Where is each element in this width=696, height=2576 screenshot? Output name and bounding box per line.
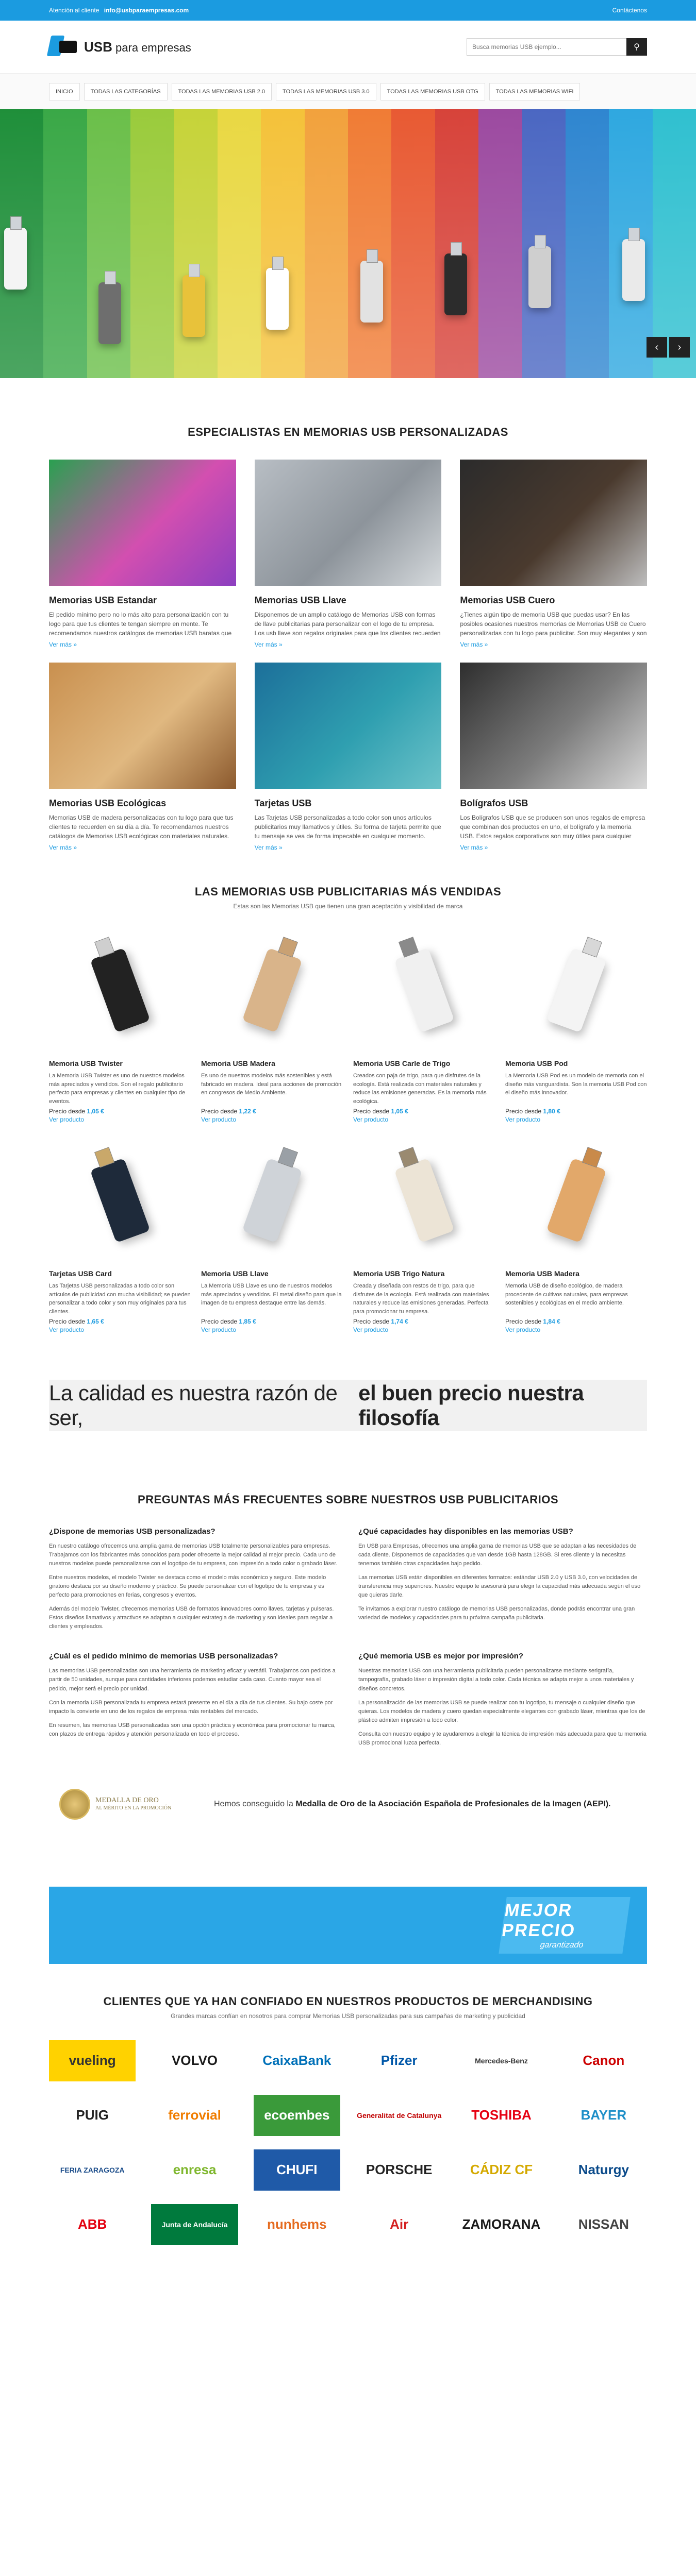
client-logo: Junta de Andalucía xyxy=(151,2204,238,2245)
products-title: LAS MEMORIAS USB PUBLICITARIAS MÁS VENDIDAS xyxy=(194,885,502,898)
usb-drive-icon xyxy=(4,228,27,290)
category-card xyxy=(49,460,236,648)
client-logo: NISSAN xyxy=(560,2204,647,2245)
contact-email-link[interactable]: info@usbparaempresas.com xyxy=(104,7,189,14)
client-logo: VOLVO xyxy=(151,2040,238,2081)
product-price xyxy=(201,1318,343,1325)
clients-section xyxy=(49,1964,647,2245)
client-logo: ecoembes xyxy=(254,2095,340,2136)
product-card xyxy=(201,1139,343,1333)
category-description: Disponemos de un amplio catálogo de Memorias USB con formas de llave publicitarias para personalizar con el logo de tu empresa. Los usb llave son regalos originales para que los clientes recuerden xyxy=(254,611,441,637)
client-logo: PUIG xyxy=(49,2095,136,2136)
price-label: Precio desde xyxy=(49,1108,86,1115)
product-card xyxy=(49,1139,191,1333)
slogan-part2: el buen precio nuestra filosofía xyxy=(358,1381,584,1430)
product-image[interactable] xyxy=(353,1139,495,1262)
hero-stripe xyxy=(566,109,609,378)
chevron-left-icon[interactable]: ‹ xyxy=(647,337,667,358)
product-more-link[interactable]: Ver producto xyxy=(49,1116,85,1123)
categories-section xyxy=(49,378,647,851)
client-logo: FERIA ZARAGOZA xyxy=(49,2149,136,2191)
product-more-link[interactable]: Ver producto xyxy=(201,1326,237,1333)
category-image[interactable] xyxy=(49,663,236,789)
category-more-link[interactable]: Ver más » xyxy=(460,844,488,851)
faq-answer-paragraph: En USB para Empresas, ofrecemos una amplia gama de memorias USB que se adaptan a las necesidades de cada cliente. Disponemos de capacidades que van desde 1GB hasta 128GB. Si eres cliente y la necesitas tenemos también otras capacidades bajo pedido. xyxy=(358,1543,637,1567)
category-more-link[interactable]: Ver más » xyxy=(49,844,77,851)
product-price xyxy=(353,1318,495,1325)
category-card xyxy=(460,663,647,851)
product-price xyxy=(353,1108,495,1115)
contact-us-link[interactable]: Contáctenos xyxy=(612,7,647,14)
medal-icon xyxy=(59,1789,90,1820)
category-title[interactable]: Memorias USB Cuero xyxy=(460,595,555,605)
product-more-link[interactable]: Ver producto xyxy=(201,1116,237,1123)
category-image[interactable] xyxy=(460,663,647,789)
usb-drive-icon xyxy=(183,275,205,337)
hero-stripe xyxy=(218,109,261,378)
price-label: Precio desde xyxy=(201,1318,238,1325)
price-value: 1,22 € xyxy=(239,1108,256,1115)
category-description: Los Bolígrafos USB que se producen son unos regalos de empresa que combinan dos productos en uno, el bolígrafo y la memoria USB. Estos regalos corporativos son muy útiles para cualquier xyxy=(460,814,645,840)
product-image[interactable] xyxy=(201,928,343,1052)
price-label: Precio desde xyxy=(353,1318,390,1325)
medal-section xyxy=(49,1753,647,1825)
product-description: La Memoria USB Twister es uno de nuestros modelos más apreciados y vendidos. Son el regalo publicitario perfecto para empresas y clientes en cualquier tipo de eventos. xyxy=(49,1073,186,1105)
medal-message xyxy=(214,1800,610,1809)
product-description: Es uno de nuestros modelos más sostenibles y está fabricado en madera. Ideal para acciones de promoción en congresos de Medio Ambiente. xyxy=(201,1073,342,1096)
price-value: 1,05 € xyxy=(87,1108,104,1115)
price-label: Precio desde xyxy=(505,1108,542,1115)
client-logo: Air xyxy=(356,2204,442,2245)
faq-answer-paragraph: Te invitamos a explorar nuestro catálogo de memorias USB personalizadas, donde podrás encontrar una gran variedad de modelos y capacidades para tu próxima campaña publicitaria. xyxy=(358,1606,635,1621)
product-more-link[interactable]: Ver producto xyxy=(49,1326,85,1333)
client-logo: CÁDIZ CF xyxy=(458,2149,544,2191)
product-description: Memoria USB de diseño ecológico, de madera procedente de cultivos naturales, para empresas sostenibles y ecológicas en el medio ambiente. xyxy=(505,1283,628,1306)
faq-title: PREGUNTAS MÁS FRECUENTES SOBRE NUESTROS USB PUBLICITARIOS xyxy=(137,1493,559,1506)
faq-answer-paragraph: Las memorias USB personalizadas son una herramienta de marketing eficaz y versátil. Trabajamos con pedidos a partir de 50 unidades, aunque para cantidades inferiores podemos estudiar cada caso. Cuanto mayor sea el pedido, mejor será el precio por unidad. xyxy=(49,1668,336,1692)
client-logo: PORSCHE xyxy=(356,2149,442,2191)
product-title[interactable]: Memoria USB Madera xyxy=(201,1059,275,1067)
top-bar xyxy=(0,0,696,21)
product-more-link[interactable]: Ver producto xyxy=(353,1326,389,1333)
usb-connector xyxy=(277,1147,297,1167)
price-value: 1,65 € xyxy=(87,1318,104,1325)
products-subtitle: Estas son las Memorias USB que tienen una gran aceptación y visibilidad de marca xyxy=(233,903,463,910)
hero-slider xyxy=(0,109,696,378)
nav-item-categorias[interactable]: TODAS LAS CATEGORÍAS xyxy=(84,83,168,100)
nav-item-usb-30[interactable]: TODAS LAS MEMORIAS USB 3.0 xyxy=(276,83,376,100)
slider-controls xyxy=(647,337,690,358)
slogan-banner xyxy=(49,1380,647,1431)
product-description: La Memoria USB Llave es uno de nuestros modelos más apreciados y vendidos. El metal diseño para que la imagen de tu empresa destaque entre las demás. xyxy=(201,1283,342,1306)
usb-drive-icon xyxy=(528,246,551,308)
client-logo: enresa xyxy=(151,2149,238,2191)
contact-info xyxy=(49,7,189,14)
product-title[interactable]: Memoria USB Trigo Natura xyxy=(353,1269,445,1278)
category-more-link[interactable]: Ver más » xyxy=(254,641,283,648)
logo-bold: USB xyxy=(84,39,112,55)
category-title[interactable]: Bolígrafos USB xyxy=(460,798,528,808)
product-card xyxy=(353,928,495,1123)
hero-stripe xyxy=(305,109,348,378)
category-title[interactable]: Memorias USB Ecológicas xyxy=(49,798,167,808)
faq-question: ¿Qué capacidades hay disponibles en las memorias USB? xyxy=(358,1527,573,1536)
category-card xyxy=(49,663,236,851)
best-price-line2: garantizado xyxy=(539,1940,584,1950)
clients-grid xyxy=(49,2040,647,2245)
category-more-link[interactable]: Ver más » xyxy=(49,641,77,648)
usb-connector xyxy=(94,1147,114,1167)
product-price xyxy=(49,1318,191,1325)
nav-item-usb-otg[interactable]: TODAS LAS MEMORIAS USB OTG xyxy=(380,83,485,100)
usb-drive-icon xyxy=(546,1158,606,1243)
price-label: Precio desde xyxy=(49,1318,86,1325)
category-more-link[interactable]: Ver más » xyxy=(254,844,283,851)
logo-icon xyxy=(49,33,79,60)
faq-item xyxy=(358,1652,647,1752)
product-description: Creados con paja de trigo, para que disfrutes de la ecología. Está realizada con materiales naturales y reduce las emisiones generadas. Es la memoria más ecológica. xyxy=(353,1073,487,1105)
product-title[interactable]: Memoria USB Madera xyxy=(505,1269,579,1278)
usb-connector xyxy=(582,937,602,957)
category-card xyxy=(460,460,647,648)
usb-drive-icon xyxy=(394,948,454,1033)
client-logo: CaixaBank xyxy=(254,2040,340,2081)
clients-title: CLIENTES QUE YA HAN CONFIADO EN NUESTROS PRODUCTOS DE MERCHANDISING xyxy=(103,1994,593,2008)
product-card xyxy=(505,1139,647,1333)
category-title[interactable]: Memorias USB Estandar xyxy=(49,595,157,605)
usb-drive-icon xyxy=(242,948,302,1033)
usb-drive-icon xyxy=(360,261,383,323)
product-card xyxy=(49,928,191,1123)
category-card xyxy=(255,663,442,851)
slogan-section xyxy=(49,1333,647,1431)
price-value: 1,80 € xyxy=(543,1108,560,1115)
hero-stripe xyxy=(609,109,652,378)
product-title[interactable]: Memoria USB Twister xyxy=(49,1059,123,1067)
best-price-banner xyxy=(49,1887,647,1964)
best-price-tag xyxy=(499,1897,630,1954)
price-value: 1,84 € xyxy=(543,1318,560,1325)
client-logo: ABB xyxy=(49,2204,136,2245)
search-input[interactable] xyxy=(467,38,626,56)
product-title[interactable]: Memoria USB Carle de Trigo xyxy=(353,1059,451,1067)
category-image[interactable] xyxy=(49,460,236,586)
faq-item xyxy=(49,1652,338,1752)
header xyxy=(0,21,696,73)
category-description: El pedido mínimo pero no lo más alto para personalización con tu logo para que tus clientes te tengan siempre en mente. Te recomendamos nuestros catálogos de memorias USB baratas que xyxy=(49,611,232,637)
faq-item xyxy=(358,1527,647,1636)
faq-answer-paragraph: Además del modelo Twister, ofrecemos memorias USB de formatos innovadores como llaves, tarjetas y pulseras. Estos diseños llamativos y atractivos se adaptan a cualquier estrategia de marketing y son ideales para regalar a clientes y empleados. xyxy=(49,1606,334,1630)
hero-stripe xyxy=(0,109,43,378)
product-title[interactable]: Memoria USB Pod xyxy=(505,1059,568,1067)
faq-answer-paragraph: La personalización de las memorias USB se puede realizar con tu logotipo, tu mensaje o cualquier diseño que quieras. Los modelos de madera y cuero quedan especialmente elegantes con grabado láser, mientras que los de plástico admiten impresión a todo color. xyxy=(358,1699,645,1723)
product-card xyxy=(201,928,343,1123)
faq-answer-paragraph: Nuestras memorias USB con una herramienta publicitaria pueden personalizarse mediante serigrafía, tampografía, grabado láser o impresión digital a todo color. Cada técnica se adapta mejor a unos materiales y diseños concretos. xyxy=(358,1668,634,1692)
hero-stripe xyxy=(348,109,391,378)
faq-answer-paragraph: Las memorias USB están disponibles en diferentes formatos: estándar USB 2.0 y USB 3.0, con velocidades de transferencia muy superiores. Nuestro equipo te asesorará para elegir la capacidad más adecuada según el uso que quieras darle. xyxy=(358,1574,641,1599)
categories-grid xyxy=(49,460,647,851)
site-logo[interactable] xyxy=(49,33,191,60)
gold-medal-badge xyxy=(59,1784,183,1825)
faq-answer-paragraph: Entre nuestros modelos, el modelo Twister se destaca como el modelo más económico y seguro. Este modelo giratorio destaca por su diseño moderno y práctico. Se puede personalizar con el logotipo de tu empresa y es perfecto para promociones en ferias, congresos y eventos. xyxy=(49,1574,326,1599)
category-description: Las Tarjetas USB personalizadas a todo color son unos artículos publicitarios muy llamativos y útiles. Su forma de tarjeta permite que tu mensaje se vea de forma impecable en cualquier momento. xyxy=(254,814,441,840)
product-description: Las Tarjetas USB personalizadas a todo color son artículos de publicidad con mucha visibilidad; se pueden personalizar a todo color y son muy originales para tus clientes. xyxy=(49,1283,191,1315)
hero-stripe xyxy=(174,109,218,378)
chevron-right-icon[interactable]: › xyxy=(669,337,690,358)
product-price xyxy=(505,1108,647,1115)
category-description: Memorias USB de madera personalizadas con tu logo para que tus clientes te recuerden en su día a día. Te recomendamos nuestros catálogos de Memorias USB ecológicas con materiales naturales. xyxy=(49,814,234,840)
hero-stripe xyxy=(478,109,522,378)
contact-label: Atención al cliente xyxy=(49,7,100,14)
medal-line2: AL MÉRITO EN LA PROMOCIÓN xyxy=(95,1805,172,1811)
faq-answer-paragraph: En resumen, las memorias USB personalizadas son una opción práctica y económica para promocionar tu marca, con plazos de entrega rápidos y atención personalizada en todo el proceso. xyxy=(49,1722,336,1737)
price-value: 1,85 € xyxy=(239,1318,256,1325)
product-description: La Memoria USB Pod es un modelo de memoria con el diseño más vanguardista. Son la memoria USB Pod con el diseño más innovador. xyxy=(505,1073,647,1096)
usb-connector xyxy=(277,937,297,957)
best-price-line1: MEJOR PRECIO xyxy=(500,1900,577,1940)
usb-drive-icon xyxy=(90,1158,150,1243)
hero-stripe xyxy=(87,109,130,378)
client-logo: nunhems xyxy=(254,2204,340,2245)
medal-msg-prefix: Hemos conseguido la xyxy=(214,1799,293,1808)
price-label: Precio desde xyxy=(505,1318,542,1325)
nav-item-usb-wifi[interactable]: TODAS LAS MEMORIAS WIFI xyxy=(489,83,581,100)
faq-answer-paragraph: Con la memoria USB personalizada tu empresa estará presente en el día a día de tus clientes. Su bajo coste por impacto la convierte en uno de los regalos de empresa más rentables del mercado. xyxy=(49,1699,333,1715)
client-logo: Naturgy xyxy=(560,2149,647,2191)
client-logo: TOSHIBA xyxy=(458,2095,544,2136)
search-icon: ⚲ xyxy=(634,43,640,52)
product-image[interactable] xyxy=(49,1139,191,1262)
price-value: 1,05 € xyxy=(391,1108,408,1115)
faq-question: ¿Cuál es el pedido mínimo de memorias USB personalizadas? xyxy=(49,1652,278,1661)
product-more-link[interactable]: Ver producto xyxy=(505,1326,541,1333)
search-button[interactable] xyxy=(626,38,647,56)
slogan-part1: La calidad es nuestra razón de ser, xyxy=(49,1381,338,1430)
client-logo: CHUFI xyxy=(254,2149,340,2191)
hero-stripe xyxy=(130,109,174,378)
category-image[interactable] xyxy=(255,663,442,789)
faq-answer-paragraph: En nuestro catálogo ofrecemos una amplia gama de memorias USB totalmente personalizables para empresas. Trabajamos con los fabricantes más conocidos para poder ofrecerte la mejor calidad al mejor precio. Cada uno de nuestros modelos puede personalizarse con el logotipo de tu empresa, con impresión a todo color o grabado láser. xyxy=(49,1543,338,1567)
hero-stripe xyxy=(435,109,478,378)
faq-grid xyxy=(49,1527,647,1753)
usb-drive-icon xyxy=(622,239,645,301)
usb-drive-icon xyxy=(242,1158,302,1243)
medal-line1: MEDALLA DE ORO xyxy=(95,1797,159,1805)
usb-drive-icon xyxy=(444,253,467,315)
hero-stripe xyxy=(391,109,435,378)
price-label: Precio desde xyxy=(201,1108,238,1115)
category-description: ¿Tienes algún tipo de memoria USB que puedas usar? En las posibles ocasiones nuestros memorias de Memorias USB de Cuero personalizadas con tu logo para publicitar. Son muy elegantes y son xyxy=(460,611,647,637)
category-card xyxy=(255,460,442,648)
usb-drive-icon xyxy=(546,948,606,1033)
medal-msg-bold: Medalla de Oro de la Asociación Española de Profesionales de la Imagen (AEPI). xyxy=(295,1799,611,1808)
hero-stripe xyxy=(261,109,304,378)
main-nav xyxy=(0,73,696,109)
product-image[interactable] xyxy=(201,1139,343,1262)
product-price xyxy=(49,1108,191,1115)
product-card xyxy=(353,1139,495,1333)
price-label: Precio desde xyxy=(353,1108,390,1115)
client-logo: Mercedes-Benz xyxy=(458,2040,544,2081)
price-value: 1,74 € xyxy=(391,1318,408,1325)
category-title[interactable]: Memorias USB Llave xyxy=(254,595,346,605)
products-section xyxy=(49,851,647,1333)
client-logo: Pfizer xyxy=(356,2040,442,2081)
usb-connector xyxy=(398,937,418,957)
usb-drive-icon xyxy=(90,948,150,1033)
category-image[interactable] xyxy=(460,460,647,586)
client-logo: Generalitat de Catalunya xyxy=(356,2095,442,2136)
product-title[interactable]: Memoria USB Llave xyxy=(201,1269,269,1278)
product-more-link[interactable]: Ver producto xyxy=(505,1116,541,1123)
price-banner-section xyxy=(49,1825,647,1964)
product-title[interactable]: Tarjetas USB Card xyxy=(49,1269,112,1278)
clients-subtitle: Grandes marcas confían en nosotros para comprar Memorias USB personalizadas para sus campañas de marketing y publicidad xyxy=(171,2012,525,2020)
category-title[interactable]: Tarjetas USB xyxy=(254,798,312,808)
client-logo: ZAMORANA xyxy=(458,2204,544,2245)
product-price xyxy=(505,1318,647,1325)
logo-rest: para empresas xyxy=(115,41,191,54)
usb-connector xyxy=(582,1147,602,1167)
product-more-link[interactable]: Ver producto xyxy=(353,1116,389,1123)
hero-stripe xyxy=(43,109,87,378)
usb-drive-icon xyxy=(266,268,289,330)
client-logo: vueling xyxy=(49,2040,136,2081)
product-image[interactable] xyxy=(505,1139,647,1262)
hero-stripe xyxy=(522,109,566,378)
faq-item xyxy=(49,1527,338,1636)
product-image[interactable] xyxy=(49,928,191,1052)
product-price xyxy=(201,1108,343,1115)
usb-connector xyxy=(398,1147,418,1167)
usb-connector xyxy=(94,937,114,957)
category-image[interactable] xyxy=(255,460,442,586)
product-image[interactable] xyxy=(505,928,647,1052)
categories-title: ESPECIALISTAS EN MEMORIAS USB PERSONALIZADAS xyxy=(188,426,508,438)
products-grid xyxy=(49,928,647,1333)
client-logo: Canon xyxy=(560,2040,647,2081)
faq-section xyxy=(49,1431,647,1753)
usb-drive-icon xyxy=(98,282,121,344)
faq-question: ¿Dispone de memorias USB personalizadas? xyxy=(49,1527,216,1536)
product-description: Creada y diseñada con restos de trigo, para que disfrutes de la ecología. Está realizada con materiales naturales y reduce las emisiones generadas. Perfecta para promocionar tu empresa. xyxy=(353,1283,489,1315)
client-logo: BAYER xyxy=(560,2095,647,2136)
product-card xyxy=(505,928,647,1123)
faq-answer-paragraph: Consulta con nuestro equipo y te ayudaremos a elegir la técnica de impresión más adecuada para que tu memoria USB promocional luzca perfecta. xyxy=(358,1731,647,1746)
product-image[interactable] xyxy=(353,928,495,1052)
faq-question: ¿Qué memoria USB es mejor por impresión? xyxy=(358,1652,524,1661)
client-logo: ferrovial xyxy=(151,2095,238,2136)
category-more-link[interactable]: Ver más » xyxy=(460,641,488,648)
nav-item-usb-20[interactable]: TODAS LAS MEMORIAS USB 2.0 xyxy=(172,83,272,100)
search-bar xyxy=(467,38,647,56)
usb-drive-icon xyxy=(394,1158,454,1243)
nav-item-inicio[interactable]: INICIO xyxy=(49,83,80,100)
